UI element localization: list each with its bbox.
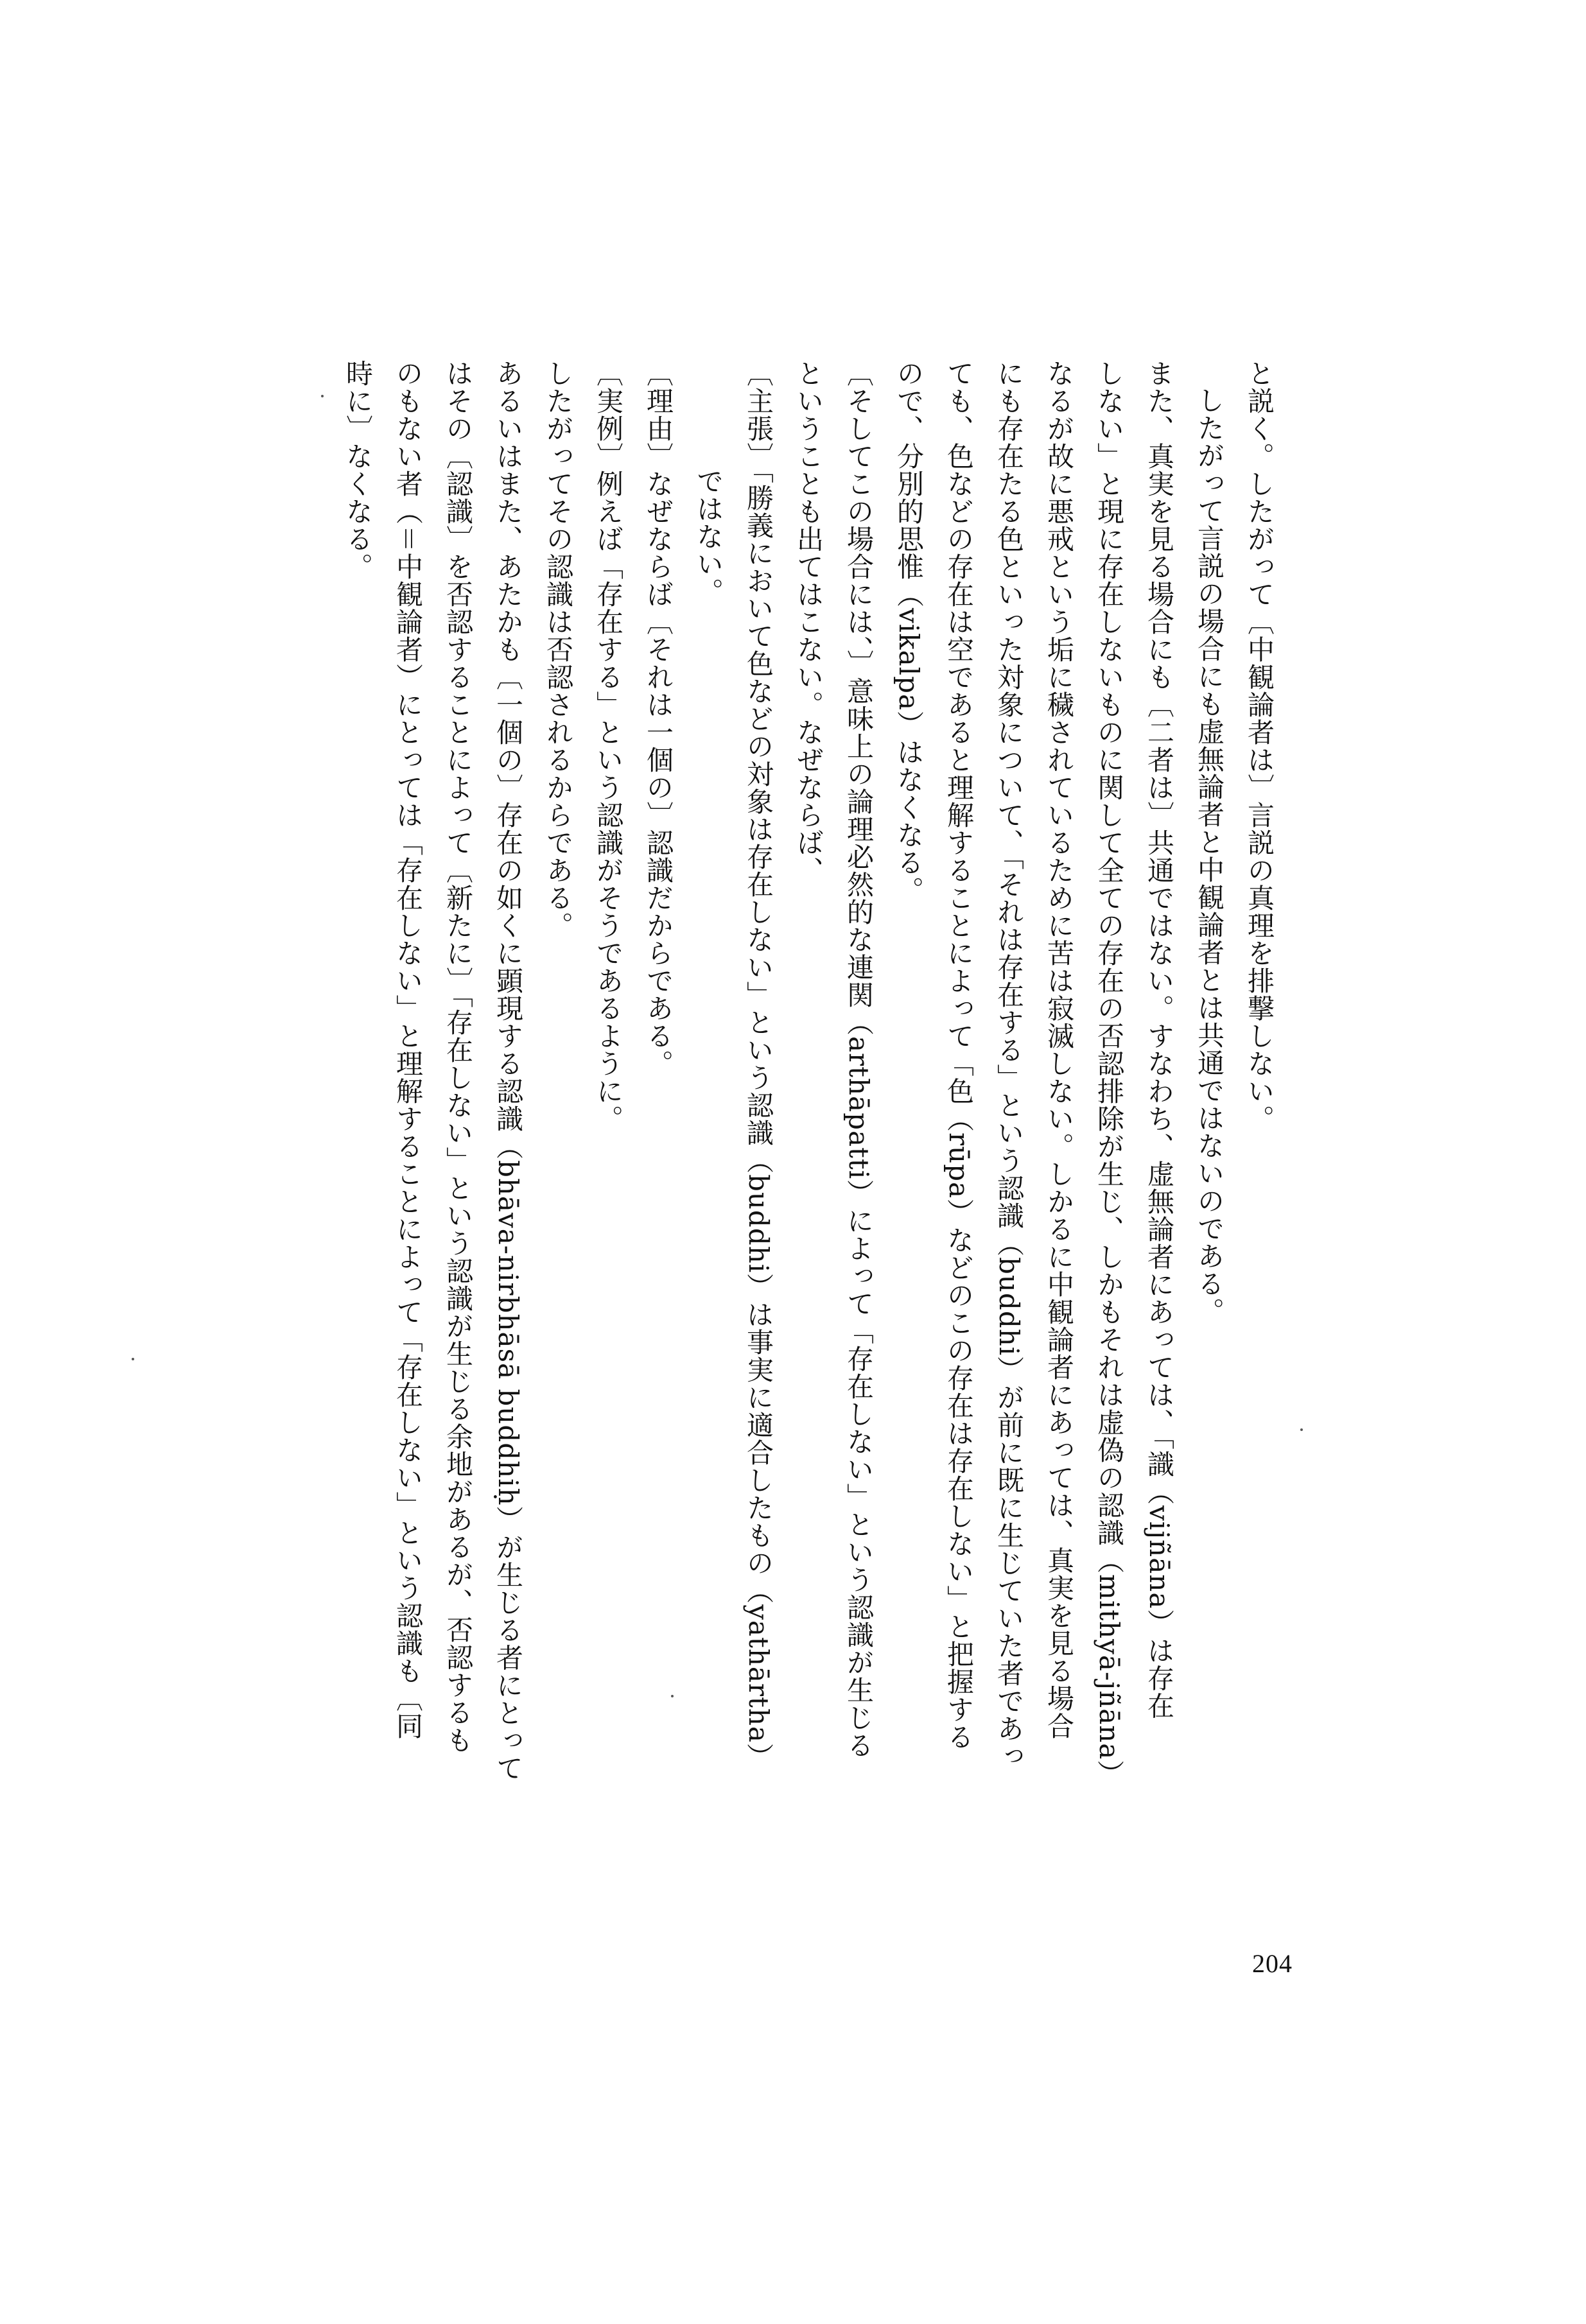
text-line: なるが故に悪戒という垢に穢されているために苦は寂滅しない。しかるに中観論者にあっては、真実を見る場合 bbox=[1043, 360, 1075, 1740]
text-line: 時に〕なくなる。 bbox=[342, 360, 374, 580]
text-line: したがってその認識は否認されるからである。 bbox=[543, 360, 574, 939]
text-line: 〔理由〕なぜならば〔それは一個の〕認識だからである。 bbox=[643, 360, 674, 1077]
text-line: あるいはまた、あたかも〔一個の〕存在の如くに顕現する認識（bhāva-nirbhāsā buddhiḥ）が生じる者にとって bbox=[492, 360, 524, 1782]
scan-speck bbox=[321, 395, 324, 397]
text-line: また、真実を見る場合にも〔二者は〕共通ではない。すなわち、虚無論者にあっては、「識（vijñāna）は存在 bbox=[1144, 360, 1175, 1720]
text-line: しない」と現に存在しないものに関して全ての存在の否認排除が生じ、しかもそれは虚偽の認識（mithyā-jñāna） bbox=[1094, 360, 1125, 1788]
page-number: 204 bbox=[1252, 1949, 1293, 1978]
scan-speck bbox=[132, 1358, 134, 1360]
text-line: 〔主張〕「勝義において色などの対象は存在しない」という認識（buddhi）は事実に適合したもの（yathārtha） bbox=[743, 360, 774, 1771]
text-line: ので、分別的思惟（vikalpa）はなくなる。 bbox=[893, 360, 925, 905]
text-line: ということも出てはこない。なぜならば、 bbox=[793, 360, 824, 884]
text-line: ても、色などの存在は空であると理解することによって「色（rūpa）などのこの存在は存在しない」と把握する bbox=[943, 360, 975, 1751]
text-line: と説く。したがって〔中観論者は〕言説の真理を排撃しない。 bbox=[1244, 360, 1275, 1132]
text-line: のもない者（＝中観論者）にとっては「存在しない」と理解することによって「存在しない」という認識も〔同 bbox=[392, 360, 424, 1740]
vertical-text-body bbox=[308, 360, 1284, 1862]
scan-speck bbox=[1300, 1428, 1303, 1431]
text-line: 〔そしてこの場合には、〕意味上の論理必然的な連関（arthāpatti）によって「存在しない」という認識が生じる bbox=[843, 360, 875, 1760]
text-line: したがって言説の場合にも虚無論者と中観論者とは共通ではないのである。 bbox=[1194, 386, 1225, 1325]
scan-speck bbox=[671, 1695, 674, 1697]
text-line: ではない。 bbox=[693, 467, 724, 605]
text-line: はその〔認識〕を否認することによって〔新たに〕「存在しない」という認識が生じる余地があるが、否認するも bbox=[442, 360, 474, 1754]
text-line: にも存在たる色といった対象について、「それは存在する」という認識（buddhi）が前に既に生じていた者であっ bbox=[993, 360, 1025, 1771]
text-line: 〔実例〕例えば「存在する」という認識がそうであるように。 bbox=[593, 360, 624, 1132]
